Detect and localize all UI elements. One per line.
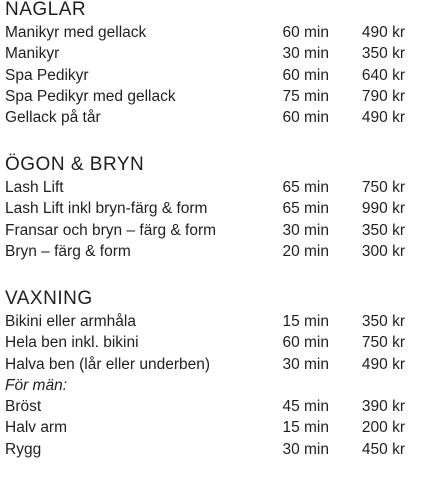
section-title: VAXNING <box>5 288 93 309</box>
service-time: 45 min <box>282 398 329 416</box>
service-price: 490 kr <box>361 24 405 41</box>
service-time: 30 min <box>282 355 329 373</box>
service-time: 60 min <box>282 66 329 84</box>
service-price: 790 kr <box>361 87 405 105</box>
list-item <box>5 43 405 64</box>
service-name: Lash Lift <box>5 179 64 196</box>
service-name: Bryn – färg & form <box>5 242 131 260</box>
service-name: Manikyr <box>5 45 60 63</box>
list-item <box>5 241 405 262</box>
service-name: Rygg <box>5 440 42 458</box>
service-price: 640 kr <box>361 66 405 84</box>
service-name: Spa Pedikyr <box>5 66 89 84</box>
service-price: 350 kr <box>361 313 405 330</box>
section-title: NAGLAR <box>5 0 87 20</box>
service-time: 60 min <box>282 334 329 352</box>
service-name: Halv arm <box>5 419 68 437</box>
service-price: 490 kr <box>361 355 405 373</box>
service-price: 350 kr <box>361 221 405 239</box>
service-name: Manikyr med gellack <box>5 24 147 41</box>
service-price: 350 kr <box>361 45 405 63</box>
list-item <box>5 354 405 375</box>
service-time: 20 min <box>282 242 329 260</box>
service-time: 15 min <box>282 419 329 437</box>
service-name: Lash Lift inkl bryn-färg & form <box>5 200 208 218</box>
service-price: 450 kr <box>361 440 405 458</box>
service-time: 65 min <box>282 179 329 196</box>
service-price: 750 kr <box>361 179 405 196</box>
list-item <box>5 220 405 241</box>
service-price: 990 kr <box>361 200 405 218</box>
service-name: Halva ben (lår eller underben) <box>5 355 211 373</box>
service-time: 30 min <box>282 440 329 458</box>
service-name: Hela ben inkl. bikini <box>5 334 139 352</box>
service-name: Bröst <box>5 398 42 416</box>
list-item <box>5 107 405 128</box>
section-naglar <box>5 0 405 128</box>
service-name: Gellack på tår <box>5 109 101 127</box>
list-item <box>5 417 405 438</box>
list-item <box>5 311 405 332</box>
service-name: Bikini eller armhåla <box>5 313 136 330</box>
service-time: 15 min <box>282 313 329 330</box>
list-item <box>5 396 405 417</box>
section-title: ÖGON & BRYN <box>5 154 145 175</box>
list-item <box>5 86 405 107</box>
list-item <box>5 22 405 43</box>
section-vaxning <box>5 289 405 460</box>
service-time: 75 min <box>282 87 329 105</box>
list-item <box>5 439 405 460</box>
service-time: 65 min <box>282 200 329 218</box>
service-price: 490 kr <box>361 109 405 127</box>
service-name: Fransar och bryn – färg & form <box>5 221 217 239</box>
service-price: 300 kr <box>361 242 405 260</box>
service-time: 60 min <box>282 24 329 41</box>
service-time: 60 min <box>282 109 329 127</box>
service-price: 390 kr <box>361 398 405 416</box>
list-item <box>5 177 405 198</box>
service-time: 30 min <box>282 221 329 239</box>
list-item <box>5 65 405 86</box>
service-price: 200 kr <box>361 419 405 437</box>
section-ogon-bryn <box>5 155 405 262</box>
service-time: 30 min <box>282 45 329 63</box>
list-item <box>5 198 405 219</box>
service-price: 750 kr <box>361 334 405 352</box>
service-name: Spa Pedikyr med gellack <box>5 87 176 105</box>
list-item <box>5 332 405 353</box>
men-subheading: För män: <box>5 376 68 394</box>
